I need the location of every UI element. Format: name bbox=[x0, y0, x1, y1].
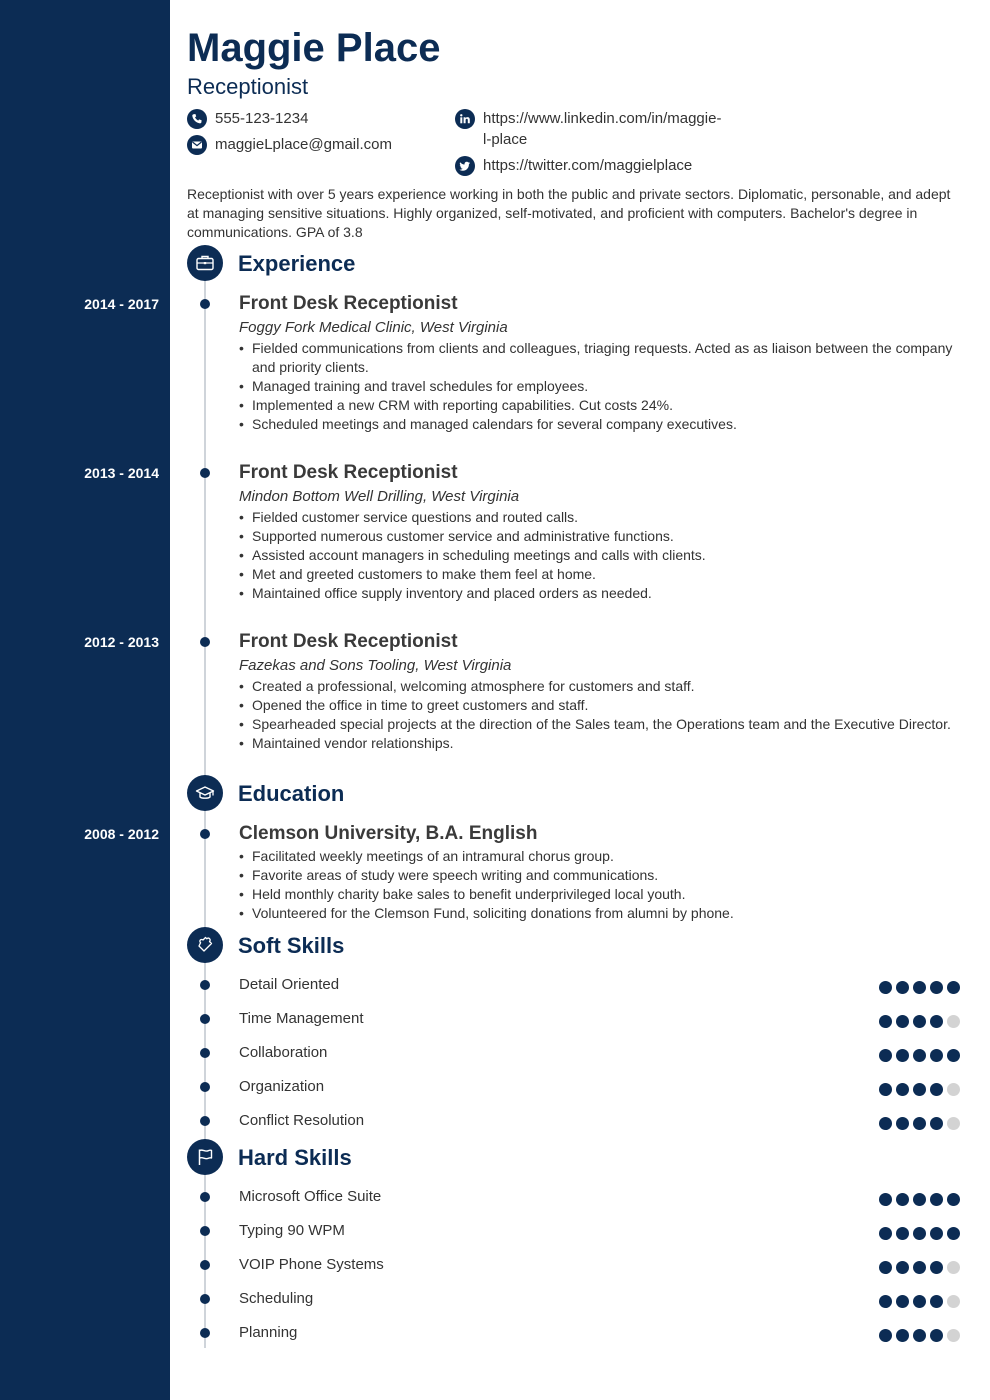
rating-dot-filled bbox=[947, 981, 960, 994]
rating-dot-filled bbox=[879, 1117, 892, 1130]
bullet-item: • Maintained office supply inventory and placed orders as needed. bbox=[239, 584, 964, 603]
skill-rating bbox=[879, 1193, 960, 1206]
rating-dot-filled bbox=[879, 1329, 892, 1342]
rating-dot-empty bbox=[947, 1295, 960, 1308]
bullet-item: • Assisted account managers in scheduling meetings and calls with clients. bbox=[239, 546, 964, 565]
rating-dot-filled bbox=[913, 1261, 926, 1274]
skill-rating bbox=[879, 1083, 960, 1096]
rating-dot-filled bbox=[913, 1049, 926, 1062]
contact-twitter bbox=[455, 155, 692, 176]
skill-rating bbox=[879, 981, 960, 994]
bullet-item: • Fielded communications from clients and colleagues, triaging requests. Acted as as liaison between the company and priority clients. bbox=[239, 339, 964, 377]
bullet-item: • Created a professional, welcoming atmosphere for customers and staff. bbox=[239, 677, 964, 696]
phone-icon bbox=[187, 109, 207, 129]
rating-dot-filled bbox=[947, 1193, 960, 1206]
timeline-dot bbox=[200, 1294, 210, 1304]
bullet-item: • Spearheaded special projects at the direction of the Sales team, the Operations team and the Executive Director. bbox=[239, 715, 964, 734]
rating-dot-empty bbox=[947, 1015, 960, 1028]
rating-dot-filled bbox=[913, 1117, 926, 1130]
experience-entry bbox=[239, 292, 964, 434]
rating-dot-filled bbox=[930, 1227, 943, 1240]
rating-dot-filled bbox=[879, 1227, 892, 1240]
timeline-dot bbox=[200, 1014, 210, 1024]
education-dates: 2008 - 2012 bbox=[84, 826, 159, 842]
bullet-item: • Implemented a new CRM with reporting capabilities. Cut costs 24%. bbox=[239, 396, 964, 415]
rating-dot-filled bbox=[930, 981, 943, 994]
section-title-experience: Experience bbox=[238, 251, 356, 276]
email-icon bbox=[187, 135, 207, 155]
rating-dot-empty bbox=[947, 1261, 960, 1274]
skill-label: Typing 90 WPM bbox=[239, 1222, 345, 1239]
rating-dot-filled bbox=[913, 1193, 926, 1206]
job-company: Foggy Fork Medical Clinic, West Virginia bbox=[239, 319, 508, 336]
candidate-name: Maggie Place bbox=[187, 26, 441, 70]
rating-dot-filled bbox=[896, 981, 909, 994]
skill-rating bbox=[879, 1261, 960, 1274]
rating-dot-filled bbox=[930, 1049, 943, 1062]
bullet-item: • Facilitated weekly meetings of an intramural chorus group. bbox=[239, 847, 964, 866]
linkedin-text-line1: https://www.linkedin.com/in/maggie- bbox=[483, 110, 722, 127]
linkedin-text-line2: l-place bbox=[483, 131, 528, 148]
rating-dot-filled bbox=[896, 1117, 909, 1130]
linkedin-icon bbox=[455, 109, 475, 129]
timeline-dot bbox=[200, 1226, 210, 1236]
bullet-item: • Managed training and travel schedules for employees. bbox=[239, 377, 964, 396]
timeline-line bbox=[204, 280, 206, 1348]
rating-dot-filled bbox=[930, 1117, 943, 1130]
skill-label: Planning bbox=[239, 1324, 298, 1341]
bullet-item: • Fielded customer service questions and routed calls. bbox=[239, 508, 964, 527]
skill-label: VOIP Phone Systems bbox=[239, 1256, 384, 1273]
graduation-cap-icon bbox=[187, 775, 223, 811]
job-title: Front Desk Receptionist bbox=[239, 293, 458, 314]
timeline-dot bbox=[200, 1260, 210, 1270]
timeline-dot bbox=[200, 1082, 210, 1092]
rating-dot-filled bbox=[896, 1329, 909, 1342]
bullet-item: • Favorite areas of study were speech writing and communications. bbox=[239, 866, 964, 885]
skill-label: Organization bbox=[239, 1078, 325, 1095]
skill-rating bbox=[879, 1015, 960, 1028]
rating-dot-filled bbox=[896, 1083, 909, 1096]
rating-dot-filled bbox=[913, 1227, 926, 1240]
contact-email bbox=[187, 134, 392, 155]
skill-label: Conflict Resolution bbox=[239, 1112, 365, 1129]
bullet-item: • Scheduled meetings and managed calendars for several company executives. bbox=[239, 415, 964, 434]
rating-dot-filled bbox=[913, 1329, 926, 1342]
linkedin-text[interactable] bbox=[483, 108, 721, 150]
rating-dot-empty bbox=[947, 1117, 960, 1130]
timeline-dot bbox=[200, 1328, 210, 1338]
bullet-item: • Met and greeted customers to make them feel at home. bbox=[239, 565, 964, 584]
bullet-item: • Supported numerous customer service and administrative functions. bbox=[239, 527, 964, 546]
job-bullets bbox=[239, 508, 964, 603]
skill-rating bbox=[879, 1329, 960, 1342]
candidate-title: Receptionist bbox=[187, 74, 309, 99]
rating-dot-filled bbox=[896, 1295, 909, 1308]
job-bullets bbox=[239, 339, 964, 434]
rating-dot-filled bbox=[930, 1193, 943, 1206]
twitter-text[interactable]: https://twitter.com/maggielplace bbox=[483, 157, 693, 174]
rating-dot-filled bbox=[930, 1261, 943, 1274]
puzzle-icon bbox=[187, 927, 223, 963]
skill-label: Microsoft Office Suite bbox=[239, 1188, 382, 1205]
rating-dot-filled bbox=[896, 1261, 909, 1274]
rating-dot-filled bbox=[879, 1015, 892, 1028]
section-title-soft-skills: Soft Skills bbox=[238, 933, 345, 958]
rating-dot-filled bbox=[879, 1295, 892, 1308]
education-bullets bbox=[239, 847, 964, 923]
email-text[interactable]: maggieLplace@gmail.com bbox=[215, 136, 392, 153]
rating-dot-filled bbox=[879, 1261, 892, 1274]
section-title-education: Education bbox=[238, 781, 345, 806]
rating-dot-filled bbox=[896, 1227, 909, 1240]
skill-label: Time Management bbox=[239, 1010, 364, 1027]
timeline-dot bbox=[200, 829, 210, 839]
experience-entry bbox=[239, 461, 964, 603]
contact-phone bbox=[187, 108, 308, 129]
timeline-dot bbox=[200, 1048, 210, 1058]
timeline-dot bbox=[200, 637, 210, 647]
rating-dot-filled bbox=[913, 1295, 926, 1308]
rating-dot-filled bbox=[947, 1227, 960, 1240]
skill-rating bbox=[879, 1117, 960, 1130]
rating-dot-filled bbox=[930, 1329, 943, 1342]
skill-rating bbox=[879, 1295, 960, 1308]
rating-dot-filled bbox=[930, 1015, 943, 1028]
bullet-item: • Opened the office in time to greet customers and staff. bbox=[239, 696, 964, 715]
twitter-icon bbox=[455, 156, 475, 176]
education-title: Clemson University, B.A. English bbox=[239, 823, 538, 844]
experience-dates: 2012 - 2013 bbox=[84, 634, 159, 650]
skill-label: Collaboration bbox=[239, 1044, 328, 1061]
contact-linkedin bbox=[455, 108, 721, 150]
timeline-dot bbox=[200, 980, 210, 990]
job-bullets bbox=[239, 677, 964, 753]
summary: Receptionist with over 5 years experience working in both the public and private sectors. Diplomatic, personable, and adept at managing sensitive situations. Highly organized, self-motivated, and proficient with computers. Bachelor's degree in communications. GPA of 3.8 bbox=[187, 186, 951, 240]
briefcase-icon bbox=[187, 245, 223, 281]
job-title: Front Desk Receptionist bbox=[239, 631, 458, 652]
rating-dot-filled bbox=[930, 1295, 943, 1308]
rating-dot-filled bbox=[879, 981, 892, 994]
rating-dot-filled bbox=[896, 1193, 909, 1206]
rating-dot-filled bbox=[913, 1083, 926, 1096]
phone-text[interactable]: 555-123-1234 bbox=[215, 110, 309, 127]
rating-dot-filled bbox=[947, 1049, 960, 1062]
timeline-dot bbox=[200, 468, 210, 478]
section-title-hard-skills: Hard Skills bbox=[238, 1145, 352, 1170]
job-company: Fazekas and Sons Tooling, West Virginia bbox=[239, 657, 512, 674]
flag-icon bbox=[187, 1139, 223, 1175]
rating-dot-filled bbox=[896, 1049, 909, 1062]
bullet-item: • Volunteered for the Clemson Fund, soliciting donations from alumni by phone. bbox=[239, 904, 964, 923]
bullet-item: • Held monthly charity bake sales to benefit underprivileged local youth. bbox=[239, 885, 964, 904]
timeline-dot bbox=[200, 1116, 210, 1126]
experience-dates: 2013 - 2014 bbox=[84, 465, 159, 481]
rating-dot-empty bbox=[947, 1329, 960, 1342]
skill-rating bbox=[879, 1227, 960, 1240]
rating-dot-filled bbox=[913, 1015, 926, 1028]
rating-dot-filled bbox=[879, 1049, 892, 1062]
rating-dot-filled bbox=[879, 1083, 892, 1096]
experience-entry bbox=[239, 630, 964, 753]
skill-rating bbox=[879, 1049, 960, 1062]
rating-dot-filled bbox=[879, 1193, 892, 1206]
timeline-dot bbox=[200, 1192, 210, 1202]
rating-dot-filled bbox=[913, 981, 926, 994]
timeline-dot bbox=[200, 299, 210, 309]
rating-dot-filled bbox=[896, 1015, 909, 1028]
job-title: Front Desk Receptionist bbox=[239, 462, 458, 483]
rating-dot-empty bbox=[947, 1083, 960, 1096]
rating-dot-filled bbox=[930, 1083, 943, 1096]
skill-label: Detail Oriented bbox=[239, 976, 340, 993]
experience-dates: 2014 - 2017 bbox=[84, 296, 159, 312]
skill-label: Scheduling bbox=[239, 1290, 314, 1307]
bullet-item: • Maintained vendor relationships. bbox=[239, 734, 964, 753]
education-entry bbox=[239, 822, 964, 923]
sidebar bbox=[0, 0, 170, 1400]
job-company: Mindon Bottom Well Drilling, West Virginia bbox=[239, 488, 520, 505]
